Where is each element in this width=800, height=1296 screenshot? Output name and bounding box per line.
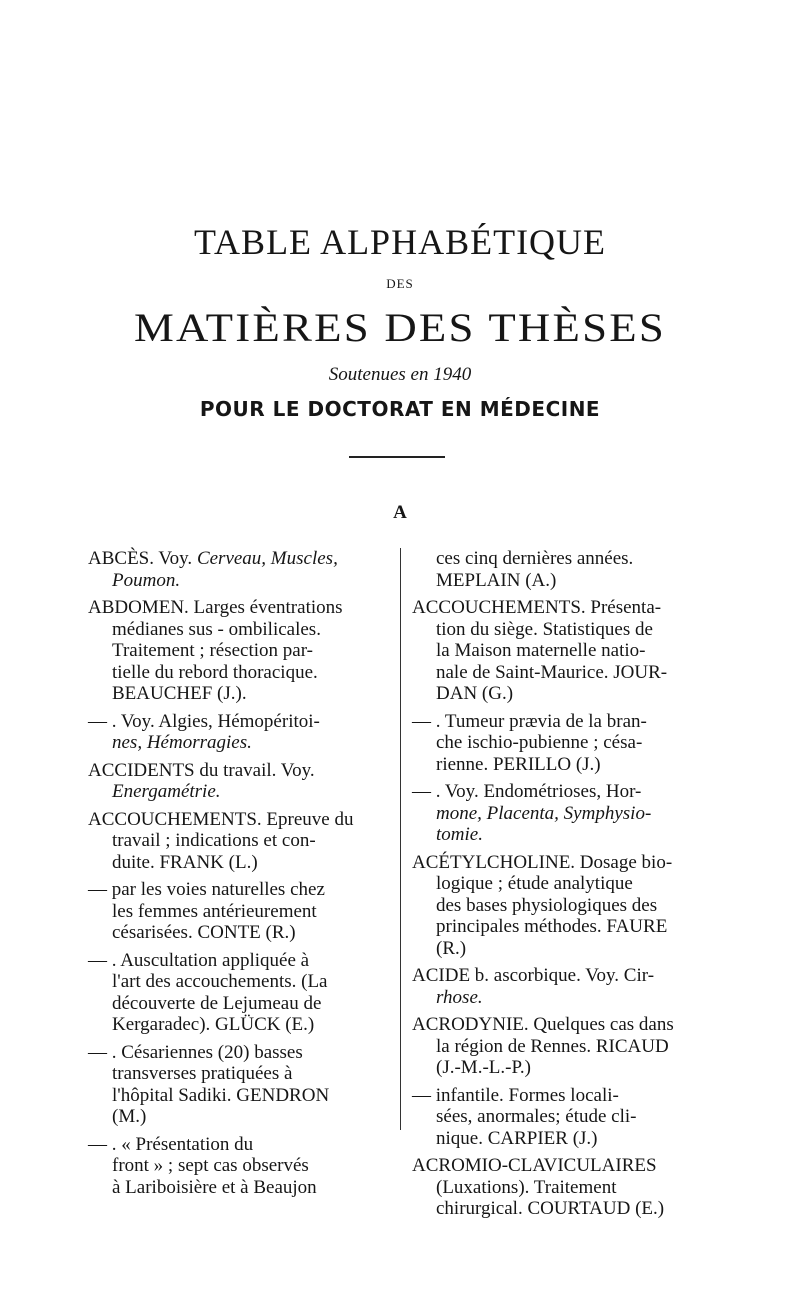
entry-line: — . Césariennes (20) basses [88, 1041, 303, 1063]
entry-line: Kergaradec). GLÜCK (E.) [112, 1014, 315, 1035]
entry-line: travail ; indications et con- [112, 830, 316, 851]
index-entry [88, 809, 393, 874]
entry-line: BEAUCHEF (J.). [112, 683, 247, 704]
index-entry [412, 965, 717, 1008]
entry-line: nique. CARPIER (J.) [436, 1127, 598, 1149]
section-letter: A [393, 502, 407, 523]
entry-line: — . Voy. Endométrioses, Hor- [412, 781, 642, 802]
entry-line: duite. FRANK (L.) [112, 851, 258, 873]
entry-line: des bases physiologiques des [436, 894, 658, 916]
entry-line: (Luxations). Traitement [436, 1176, 617, 1198]
entry-line: médianes sus - ombilicales. [112, 618, 321, 640]
entry-line: chirurgical. COURTAUD (E.) [436, 1198, 665, 1219]
entry-line: (J.-M.-L.-P.) [436, 1057, 531, 1078]
entry-line: principales méthodes. FAURE [436, 916, 668, 937]
entry-line: césarisées. CONTE (R.) [112, 922, 296, 943]
entry-line: — infantile. Formes locali- [412, 1084, 619, 1106]
entry-line: che ischio-pubienne ; césa- [436, 732, 643, 753]
entry-line: — par les voies naturelles chez [88, 879, 325, 900]
entry-line: ACIDE b. ascorbique. Voy. Cir- [412, 965, 655, 986]
entry-line: DAN (G.) [436, 683, 514, 704]
index-entry [412, 781, 717, 846]
entry-line: les femmes antérieurement [112, 900, 317, 922]
column-divider [400, 548, 401, 1130]
index-entry [88, 950, 393, 1036]
index-entry [88, 879, 393, 944]
entry-line: Cerveau, Muscles, [196, 548, 338, 569]
entry-line: Energamétrie. [112, 781, 221, 802]
entry-line: Traitement ; résection par- [112, 640, 313, 661]
entry-line: ACCIDENTS du travail. Voy. [88, 759, 315, 781]
entry-line: — . « Présentation du [88, 1133, 254, 1155]
entry-line: MEPLAIN (A.) [436, 569, 557, 591]
index-entry [412, 1085, 717, 1150]
entry-line: ACROMIO-CLAVICULAIRES [412, 1155, 657, 1176]
entry-line: transverses pratiquées à [112, 1063, 293, 1084]
entry-line: ces cinq dernières années. [436, 548, 634, 569]
entry-line: — . Auscultation appliquée à [88, 949, 310, 971]
entry-line: ACCOUCHEMENTS. Présenta- [412, 597, 662, 618]
title-rule [349, 456, 445, 458]
entry-line: ABDOMEN. Larges éventrations [88, 597, 343, 618]
page-title-secondary: MATIÈRES DES THÈSES [133, 305, 667, 350]
entry-line: mone, Placenta, Symphysio- [436, 802, 652, 824]
entry-line: rhose. [436, 986, 483, 1008]
entry-line: logique ; étude analytique [436, 873, 633, 894]
entry-line: (R.) [436, 937, 467, 959]
entry-line: ACÉTYLCHOLINE. Dosage bio- [412, 851, 673, 873]
index-entry [88, 548, 393, 591]
entry-line: sées, anormales; étude cli- [436, 1106, 637, 1127]
entry-line: la Maison maternelle natio- [436, 640, 646, 661]
page-title: TABLE ALPHABÉTIQUE [193, 222, 607, 262]
index-entry [88, 1134, 393, 1199]
index-entry [412, 1014, 717, 1079]
entry-line: (M.) [112, 1106, 147, 1127]
entry-line: — . Voy. Algies, Hémopéritoi- [88, 710, 320, 732]
entry-line: Poumon. [112, 569, 181, 591]
entry-line: ABCÈS. Voy. [88, 548, 197, 569]
index-entry [412, 548, 717, 591]
index-entry [88, 597, 393, 705]
entry-line: front » ; sept cas observés [112, 1155, 309, 1176]
entry-line: tion du siège. Statistiques de [436, 618, 653, 640]
index-entry [88, 760, 393, 803]
index-entry [88, 711, 393, 754]
entry-line: à Lariboisière et à Beaujon [112, 1176, 317, 1198]
index-entry [412, 711, 717, 776]
page-subtitle: Soutenues en 1940 [328, 364, 472, 385]
index-entry [88, 1042, 393, 1128]
right-column [412, 548, 717, 1226]
entry-line: découverte de Lejumeau de [112, 992, 322, 1014]
index-entry [412, 1155, 717, 1220]
index-entry [412, 597, 717, 705]
entry-line: rienne. PERILLO (J.) [436, 753, 601, 775]
entry-line: l'hôpital Sadiki. GENDRON [112, 1084, 330, 1106]
entry-line: — . Tumeur prævia de la bran- [412, 710, 647, 732]
left-column [88, 548, 393, 1204]
entry-line: tomie. [436, 824, 483, 845]
entry-line: ACRODYNIE. Quelques cas dans [412, 1014, 674, 1035]
entry-line: nale de Saint-Maurice. JOUR- [436, 661, 668, 683]
entry-line: tielle du rebord thoracique. [112, 661, 318, 683]
entry-line: l'art des accouchements. (La [112, 971, 328, 992]
entry-line: nes, Hémorragies. [112, 732, 252, 753]
index-entry [412, 852, 717, 960]
entry-line: la région de Rennes. RICAUD [436, 1035, 669, 1057]
title-connector: DES [386, 276, 414, 291]
page-subtitle-degree: POUR LE DOCTORAT EN MÉDECINE [199, 397, 601, 421]
entry-line: ACCOUCHEMENTS. Epreuve du [88, 808, 354, 830]
